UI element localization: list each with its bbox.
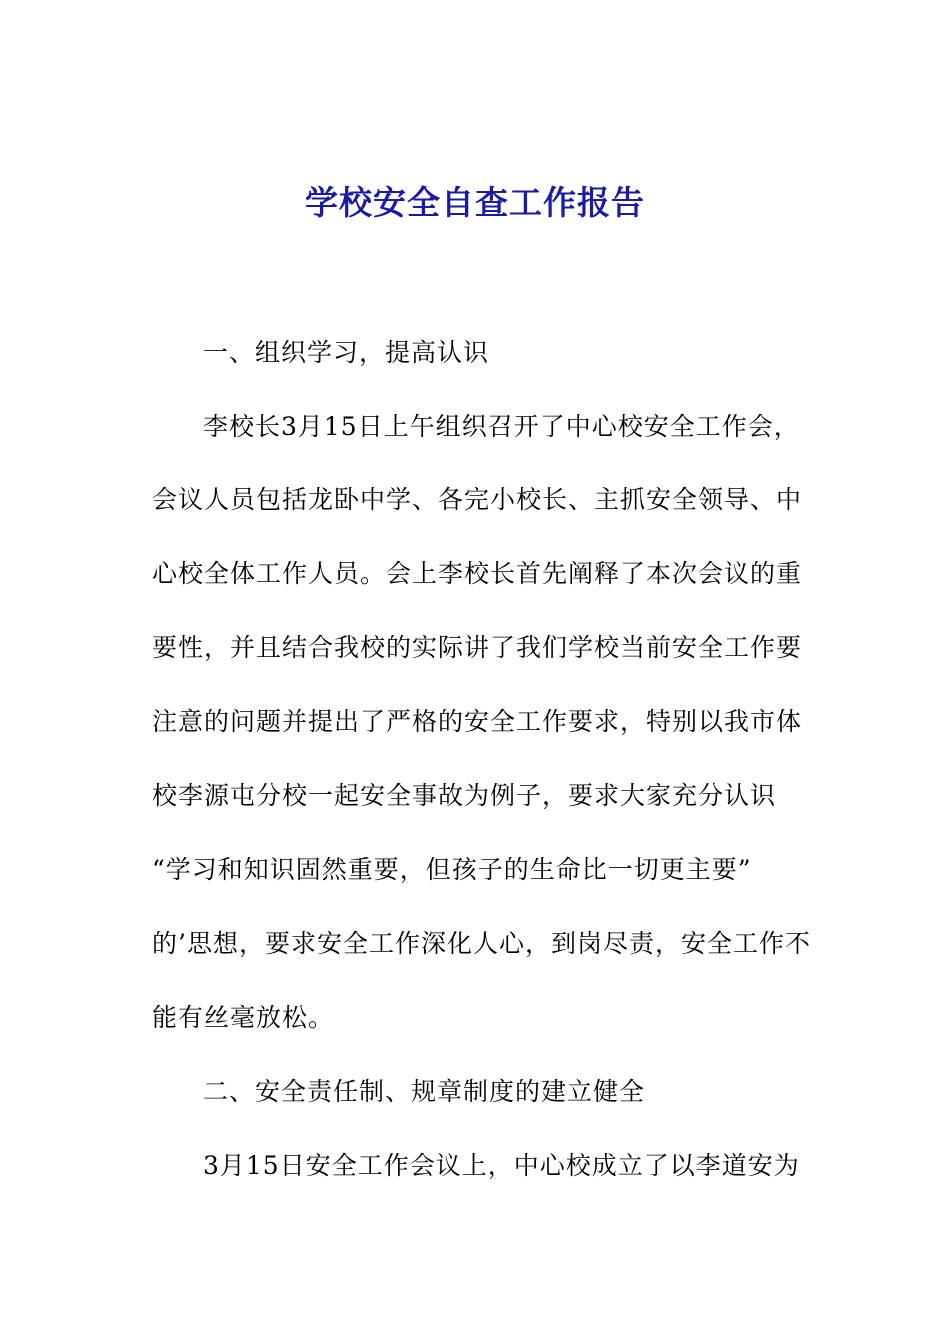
paragraph-line: 3月15日安全工作会议上，中心校成立了以李道安为 xyxy=(203,1151,800,1180)
paragraph-line: 要性，并且结合我校的实际讲了我们学校当前安全工作要 xyxy=(152,633,803,662)
paragraph-line: 李校长3月15日上午组织召开了中心校安全工作会， xyxy=(203,412,800,441)
page-title: 学校安全自查工作报告 xyxy=(305,183,645,222)
section-heading-2: 二、安全责任制、规章制度的建立健全 xyxy=(203,1077,646,1106)
paragraph-line: 注意的问题并提出了严格的安全工作要求，特别以我市体 xyxy=(152,707,803,736)
paragraph-line: 能有丝毫放松。 xyxy=(152,1003,335,1032)
paragraph-line: 的’思想，要求安全工作深化人心，到岗尽责，安全工作不 xyxy=(152,929,811,958)
paragraph-line: “学习和知识固然重要，但孩子的生命比一切更主要” xyxy=(152,855,752,884)
paragraph-line: 会议人员包括龙卧中学、各完小校长、主抓安全领导、中 xyxy=(152,485,803,514)
paragraph-line: 校李源屯分校一起安全事故为例子，要求大家充分认识 xyxy=(152,781,777,810)
section-heading-1: 一、组织学习，提高认识 xyxy=(203,338,490,367)
paragraph-line: 心校全体工作人员。会上李校长首先阐释了本次会议的重 xyxy=(152,559,803,588)
